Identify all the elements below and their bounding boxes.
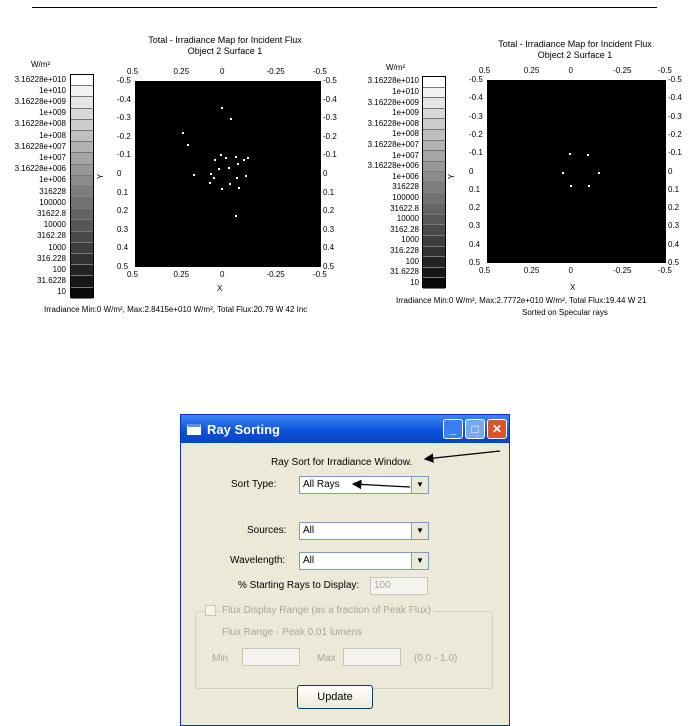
legend-label: 1e+008 — [39, 130, 66, 140]
ray-hit-dot — [562, 172, 564, 174]
y-tick-label: 0.3 — [469, 221, 481, 231]
ray-hit-dot — [225, 157, 227, 159]
legend-cell — [423, 130, 445, 141]
x-tick-label: 0.25 — [173, 67, 190, 76]
legend-label: 316.228 — [390, 245, 419, 255]
max-input[interactable] — [343, 648, 401, 666]
ray-hit-dot — [213, 177, 215, 179]
legend-cell — [71, 86, 93, 97]
legend-label: 3.16228e+007 — [367, 139, 419, 149]
legend-label: 1e+009 — [39, 108, 66, 118]
x-tick-label: 0.25 — [523, 266, 540, 275]
y-tick-label: -0.3 — [469, 111, 483, 121]
ray-hit-dot — [245, 175, 247, 177]
ray-hit-dot — [570, 185, 572, 187]
legend-cell — [423, 204, 445, 215]
left-irradiance-map — [135, 81, 321, 267]
y-tick-label: 0.1 — [117, 187, 129, 197]
ray-hit-dot — [182, 132, 184, 134]
legend-label: 316228 — [392, 182, 419, 192]
legend-cell — [71, 198, 93, 209]
ray-hit-dot — [228, 167, 230, 169]
y-tick-label: -0.2 — [117, 131, 131, 141]
left-plot-title — [110, 35, 340, 57]
y-tick-label: -0.3 — [117, 113, 131, 123]
top-rule — [32, 7, 657, 8]
legend-label: 1e+007 — [39, 153, 66, 162]
x-tick-label: 0 — [568, 266, 573, 275]
legend-label: 3.16228e+006 — [14, 164, 66, 174]
dialog-heading: Ray Sort for Irradiance Window. — [271, 457, 413, 468]
legend-cell — [423, 98, 445, 109]
x-tick-label: 0 — [220, 270, 225, 279]
y-tick-label: -0.1 — [469, 148, 483, 158]
ray-hit-dot — [588, 185, 590, 187]
x-tick-label: 0.25 — [173, 270, 190, 279]
legend-label: 10 — [410, 277, 419, 287]
legend-label: 100 — [52, 265, 66, 274]
legend-cell — [71, 209, 93, 220]
legend-cell — [71, 165, 93, 176]
x-tick-label: -0.5 — [658, 66, 672, 75]
ray-hit-dot — [229, 183, 231, 185]
legend-cell — [423, 119, 445, 130]
legend-label: 1000 — [48, 242, 66, 252]
ray-hit-dot — [235, 156, 237, 158]
legend-cell — [423, 247, 445, 258]
y-tick-label-right: 0.2 — [323, 206, 335, 216]
legend-label: 1e+008 — [392, 129, 419, 139]
legend-cell — [71, 254, 93, 265]
legend-label: 1e+006 — [392, 171, 419, 181]
x-tick-label: -0.25 — [266, 270, 285, 279]
y-tick-label-right: 0.5 — [323, 262, 335, 271]
legend-label: 100000 — [392, 192, 419, 202]
sort-type-label: Sort Type: — [231, 479, 277, 490]
flux-range-checkbox[interactable] — [205, 605, 216, 616]
legend-cell — [71, 232, 93, 243]
legend-cell — [71, 142, 93, 153]
y-tick-label-right: -0.5 — [323, 76, 337, 85]
ray-hit-dot — [193, 174, 195, 176]
close-button[interactable]: ✕ — [487, 419, 507, 439]
y-tick-label-right: 0.3 — [668, 221, 680, 231]
legend-label: 31.6228 — [390, 267, 419, 277]
legend-cell — [71, 288, 93, 299]
ray-sorting-dialog — [180, 414, 510, 726]
legend-cell — [423, 236, 445, 247]
legend-label: 31.6228 — [37, 276, 66, 286]
ray-hit-dot — [220, 154, 222, 156]
y-tick-label-right: -0.2 — [668, 129, 682, 139]
y-tick-label: 0.1 — [469, 184, 481, 194]
sort-type-value: All Rays — [303, 479, 340, 490]
left-legend-unit: W/m² — [31, 60, 51, 69]
legend-label: 1e+007 — [392, 150, 419, 160]
legend-cell — [423, 215, 445, 226]
chevron-down-icon[interactable]: ▼ — [411, 553, 428, 569]
y-tick-label: 0.2 — [117, 206, 129, 216]
left-y-axis-name: Y — [96, 173, 106, 180]
legend-label: 1e+010 — [39, 85, 66, 95]
legend-label: 3.16228e+008 — [14, 119, 66, 129]
legend-label: 31622.8 — [390, 203, 419, 213]
x-tick-label: 0.5 — [127, 270, 139, 279]
legend-label: 100000 — [39, 197, 66, 207]
ray-hit-dot — [218, 168, 220, 170]
legend-cell — [423, 257, 445, 268]
legend-cell — [71, 120, 93, 131]
y-tick-label-right: -0.5 — [668, 75, 682, 84]
x-tick-label: 0.25 — [523, 66, 540, 75]
legend-cell — [71, 75, 93, 86]
legend-label: 316228 — [39, 186, 66, 196]
legend-cell — [423, 278, 445, 289]
y-tick-label-right: -0.3 — [668, 111, 682, 121]
min-label: Min — [212, 653, 229, 664]
x-tick-label: -0.25 — [613, 66, 632, 75]
y-tick-label-right: -0.1 — [323, 150, 337, 160]
ray-hit-dot — [221, 188, 223, 190]
legend-label: 3.16228e+009 — [14, 97, 66, 106]
legend-cell — [423, 151, 445, 162]
max-label: Max — [317, 653, 336, 664]
legend-cell — [71, 187, 93, 198]
right-plot-title — [460, 39, 690, 61]
y-tick-label-right: -0.3 — [323, 113, 337, 123]
y-tick-label: -0.5 — [469, 75, 483, 84]
x-tick-label: -0.25 — [266, 67, 285, 76]
ray-hit-dot — [230, 118, 232, 120]
wavelength-value: All — [303, 555, 315, 566]
legend-cell — [71, 131, 93, 142]
x-tick-label: -0.5 — [313, 67, 327, 76]
ray-hit-dot — [598, 172, 600, 174]
left-legend-colorbar — [70, 74, 94, 298]
legend-label: 1000 — [401, 235, 419, 245]
window-icon — [187, 424, 201, 435]
legend-cell — [71, 153, 93, 164]
legend-cell — [423, 77, 445, 88]
chevron-down-icon[interactable]: ▼ — [411, 523, 428, 539]
right-legend-unit: W/m² — [386, 63, 406, 72]
starting-rays-label: % Starting Rays to Display: — [238, 580, 360, 591]
left-plot-title-line2: Object 2 Surface 1 — [187, 46, 263, 56]
y-tick-label-right: 0.1 — [668, 184, 680, 194]
y-tick-label: -0.4 — [117, 94, 131, 104]
sources-select[interactable] — [299, 522, 429, 540]
dialog-title: Ray Sorting — [207, 421, 280, 437]
y-tick-label: 0 — [117, 169, 122, 178]
min-input[interactable] — [242, 648, 300, 666]
right-legend-colorbar — [422, 76, 446, 288]
legend-label: 3.16228e+007 — [14, 141, 66, 151]
legend-label: 3.16228e+010 — [367, 76, 419, 86]
legend-cell — [423, 225, 445, 236]
ray-hit-dot — [247, 157, 249, 159]
x-tick-label: 0.5 — [127, 67, 139, 76]
legend-cell — [71, 176, 93, 187]
y-tick-label: 0.4 — [469, 239, 481, 249]
y-tick-label-right: 0.5 — [668, 258, 680, 267]
y-tick-label: 0 — [469, 166, 474, 176]
y-tick-label-right: -0.4 — [668, 93, 682, 103]
right-plot-caption: Irradiance Min:0 W/m², Max:2.7772e+010 W/m², Total Flux:19.44 W 21 — [396, 296, 647, 305]
y-tick-label-right: 0.2 — [668, 203, 680, 213]
legend-cell — [71, 276, 93, 287]
legend-label: 100 — [405, 256, 419, 266]
legend-cell — [71, 243, 93, 254]
legend-label: 10000 — [396, 214, 419, 224]
flux-range-peak: Flux Range - Peak 0.01 lumens — [222, 627, 363, 638]
legend-cell — [423, 172, 445, 183]
ray-hit-dot — [209, 182, 211, 184]
ray-hit-dot — [214, 159, 216, 161]
y-tick-label-right: 0.1 — [323, 187, 335, 197]
legend-cell — [71, 109, 93, 120]
right-y-axis-name: Y — [447, 173, 457, 180]
right-x-axis-name: X — [570, 283, 576, 292]
ray-hit-dot — [238, 187, 240, 189]
y-tick-label: -0.4 — [469, 93, 483, 103]
wavelength-select[interactable] — [299, 552, 429, 570]
y-tick-label-right: -0.1 — [668, 148, 682, 158]
starting-rays-input[interactable]: 100 — [370, 577, 428, 595]
sources-value: All — [303, 525, 315, 536]
legend-cell — [423, 162, 445, 173]
ray-hit-dot — [243, 159, 245, 161]
x-tick-label: -0.25 — [613, 266, 632, 275]
legend-label: 31622.8 — [37, 209, 66, 218]
update-button[interactable]: Update — [297, 685, 373, 709]
ray-hit-dot — [569, 153, 571, 155]
legend-label: 3.16228e+009 — [367, 97, 419, 107]
wavelength-label: Wavelength: — [230, 555, 286, 566]
y-tick-label-right: -0.4 — [323, 94, 337, 104]
x-tick-label: 0.5 — [479, 66, 491, 75]
legend-label: 3162.28 — [390, 224, 419, 234]
left-plot-caption: Irradiance Min:0 W/m², Max:2.8415e+010 W/m², Total Flux:20.79 W 42 Inc — [44, 305, 308, 314]
legend-cell — [423, 141, 445, 152]
right-plot-title-line1: Total - Irradiance Map for Incident Flux — [498, 39, 652, 49]
y-tick-label: 0.3 — [117, 224, 129, 234]
right-irradiance-map — [487, 80, 666, 263]
ray-hit-dot — [187, 144, 189, 146]
legend-label: 3162.28 — [37, 231, 66, 241]
minimize-button[interactable]: _ — [443, 419, 463, 439]
range-hint: (0.0 - 1.0) — [414, 653, 458, 664]
ray-hit-dot — [587, 154, 589, 156]
legend-cell — [423, 268, 445, 279]
x-tick-label: 0.5 — [479, 266, 491, 275]
x-tick-label: -0.5 — [313, 270, 327, 279]
sources-label: Sources: — [247, 525, 287, 536]
dialog-title-bar[interactable] — [181, 415, 509, 443]
legend-label: 3.16228e+006 — [367, 161, 419, 171]
y-tick-label: -0.1 — [117, 150, 131, 160]
legend-label: 3.16228e+010 — [14, 74, 66, 84]
y-tick-label: -0.2 — [469, 129, 483, 139]
legend-cell — [423, 88, 445, 99]
x-tick-label: 0 — [568, 66, 573, 75]
flux-range-checkbox-label: Flux Display Range (as a fraction of Peak Flux) — [222, 605, 431, 616]
right-plot-title-line2: Object 2 Surface 1 — [537, 50, 613, 60]
y-tick-label: 0.2 — [469, 203, 481, 213]
maximize-button[interactable]: □ — [465, 419, 485, 439]
legend-label: 3.16228e+008 — [367, 118, 419, 128]
legend-cell — [71, 265, 93, 276]
y-tick-label-right: 0.4 — [668, 239, 680, 249]
y-tick-label: 0.5 — [117, 262, 129, 271]
legend-cell — [423, 109, 445, 120]
legend-cell — [71, 220, 93, 231]
legend-label: 1e+010 — [392, 86, 419, 96]
y-tick-label: -0.5 — [117, 76, 131, 85]
ray-hit-dot — [210, 173, 212, 175]
legend-label: 10000 — [43, 220, 66, 230]
legend-label: 1e+006 — [39, 175, 66, 185]
ray-hit-dot — [237, 163, 239, 165]
legend-label: 10 — [57, 287, 66, 297]
ray-hit-dot — [236, 177, 238, 179]
left-plot-title-line1: Total - Irradiance Map for Incident Flux — [148, 35, 302, 45]
legend-label: 1e+009 — [392, 108, 419, 118]
y-tick-label: 0.4 — [117, 243, 129, 253]
legend-cell — [71, 97, 93, 108]
left-x-axis-name: X — [217, 284, 223, 293]
legend-cell — [423, 194, 445, 205]
chevron-down-icon[interactable]: ▼ — [411, 477, 428, 493]
x-tick-label: 0 — [220, 67, 225, 76]
ray-hit-dot — [221, 107, 223, 109]
right-plot-caption-sort: Sorted on Specular rays — [522, 308, 608, 317]
y-tick-label-right: 0.3 — [323, 224, 335, 234]
y-tick-label-right: 0 — [323, 169, 328, 178]
ray-hit-dot — [235, 215, 237, 217]
y-tick-label-right: 0 — [668, 166, 673, 176]
y-tick-label: 0.5 — [469, 258, 481, 267]
legend-cell — [423, 183, 445, 194]
y-tick-label-right: 0.4 — [323, 243, 335, 253]
sort-type-select[interactable] — [299, 476, 429, 494]
legend-label: 316.228 — [37, 253, 66, 263]
y-tick-label-right: -0.2 — [323, 131, 337, 141]
x-tick-label: -0.5 — [658, 266, 672, 275]
